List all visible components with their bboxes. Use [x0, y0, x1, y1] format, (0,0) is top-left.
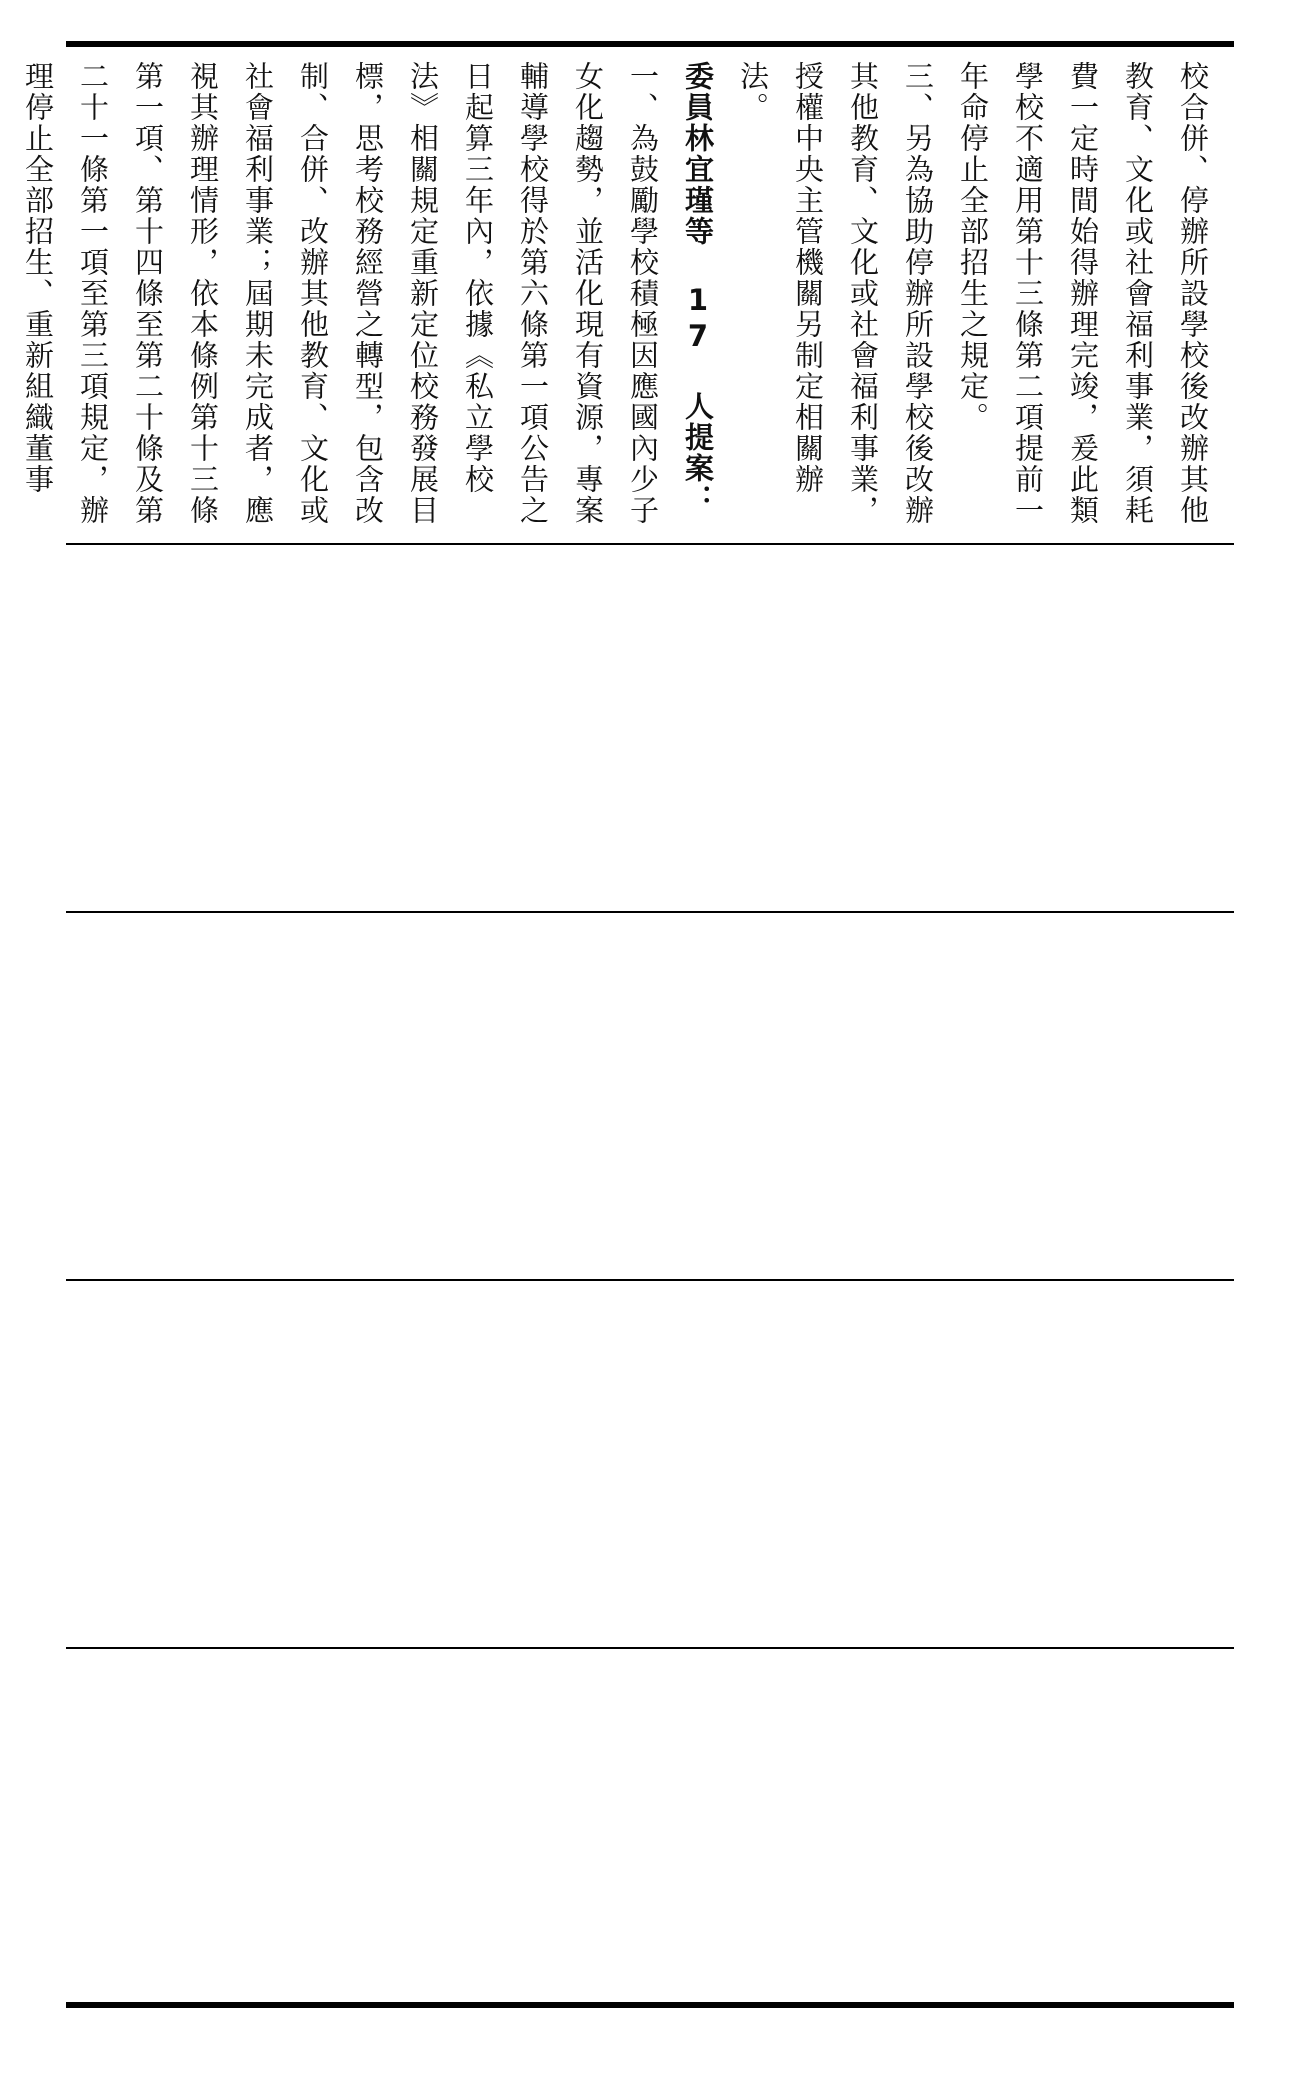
- table-row: [66, 545, 1234, 911]
- vertical-text-block: [0, 61, 1220, 531]
- table-row: [21, 47, 1234, 543]
- bottom-rule: [66, 2002, 1234, 2008]
- proposal-heading: 委員林宜瑾等 17 人提案：: [681, 61, 715, 515]
- item-one-paragraph: 一、為鼓勵學校積極因應國內少子女化趨勢，並活化現有資源，專案輔導學校得於第六條第一項公告之日起算三年內，依據《私立學校法》相關規定重新定位校務發展目標，思考校務經營之轉型，包含改制、合併、改辦其他教育、文化或社會福利事業；屆期未完成者，應視其辦理情形，依本條例第十三條第一項、第十四條至第二十條及第二十一條第一項至第三項規定，辦理停止全部招生、重新組織董事: [21, 61, 660, 526]
- table-row: [66, 1281, 1234, 1647]
- table-row: [66, 1649, 1234, 2002]
- item-three-paragraph: 三、另為協助停辦所設學校後改辦其他教育、文化或社會福利事業，授權中央主管機關另制定相關辦法。: [736, 61, 935, 526]
- table-row: [66, 913, 1234, 1279]
- continuation-paragraph: 校合併、停辦所設學校後改辦其他教育、文化或社會福利事業，須耗費一定時間始得辦理完竣，爰此類學校不適用第十三條第二項提前一年命停止全部招生之規定。: [956, 61, 1210, 526]
